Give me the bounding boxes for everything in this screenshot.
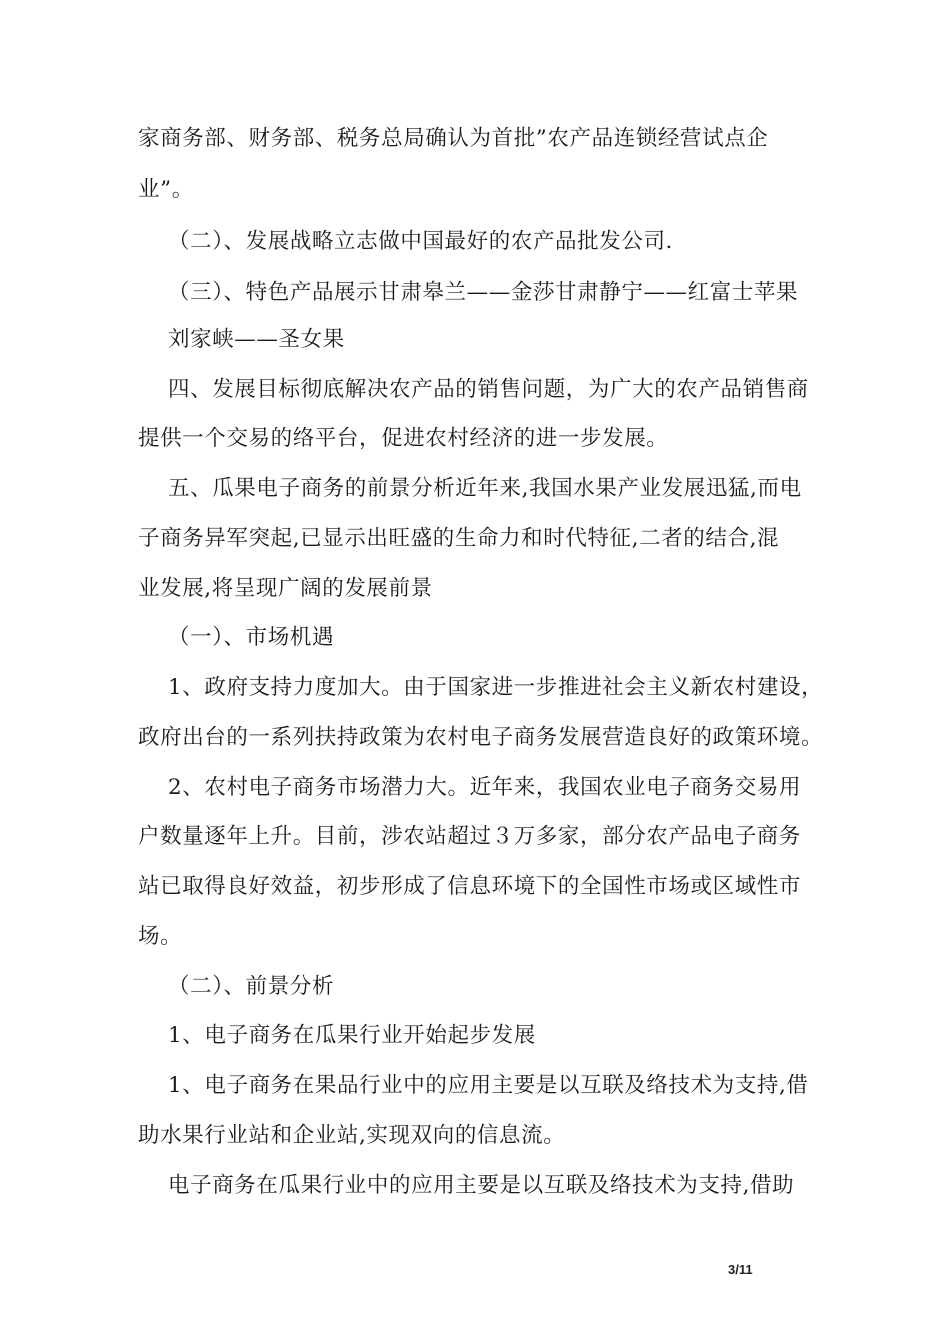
- list-item: 1、政府支持力度加大。由于国家进一步推进社会主义新农村建设，: [168, 675, 824, 700]
- body-text-line: 业发展,将呈现广阔的发展前景: [138, 576, 433, 601]
- body-text-line: 场。: [138, 924, 183, 949]
- body-text-line: 站已取得良好效益，初步形成了信息环境下的全国性市场或区域性市: [138, 874, 802, 899]
- section-heading: 五、瓜果电子商务的前景分析近年来,我国水果产业发展迅猛,而电: [168, 476, 802, 501]
- body-text-line: 提供一个交易的络平台，促进农村经济的进一步发展。: [138, 426, 669, 451]
- list-item: 1、电子商务在果品行业中的应用主要是以互联及络技术为支持,借: [168, 1073, 809, 1098]
- section-heading: （三）、特色产品展示甘肃皋兰——金莎甘肃静宁——红富士苹果: [168, 280, 799, 305]
- body-text-line: 户数量逐年上升。目前，涉农站超过３万多家，部分农产品电子商务: [138, 824, 802, 849]
- section-heading: （二）、发展战略立志做中国最好的农产品批发公司.: [168, 229, 673, 254]
- body-text-line: 刘家峡——圣女果: [168, 327, 345, 352]
- body-text-line: 助水果行业站和企业站,实现双向的信息流。: [138, 1123, 566, 1148]
- body-text-line: 政府出台的一系列扶持政策为农村电子商务发展营造良好的政策环境。: [138, 725, 824, 750]
- list-item: 1、电子商务在瓜果行业开始起步发展: [168, 1023, 536, 1048]
- page-number: 3/11: [728, 1262, 753, 1277]
- subsection-heading: （一）、市场机遇: [168, 625, 335, 650]
- body-text-line: 业”。: [138, 177, 194, 202]
- body-text-line: 子商务异军突起,已显示出旺盛的生命力和时代特征,二者的结合,混: [138, 526, 780, 551]
- body-text-line: 电子商务在瓜果行业中的应用主要是以互联及络技术为支持,借助: [168, 1173, 795, 1198]
- body-text-line: 家商务部、财务部、税务总局确认为首批”农产品连锁经营试点企: [138, 126, 769, 151]
- subsection-heading: （二）、前景分析: [168, 974, 335, 999]
- section-heading: 四、发展目标彻底解决农产品的销售问题，为广大的农产品销售商: [168, 377, 809, 402]
- list-item: 2、农村电子商务市场潜力大。近年来，我国农业电子商务交易用: [168, 775, 802, 800]
